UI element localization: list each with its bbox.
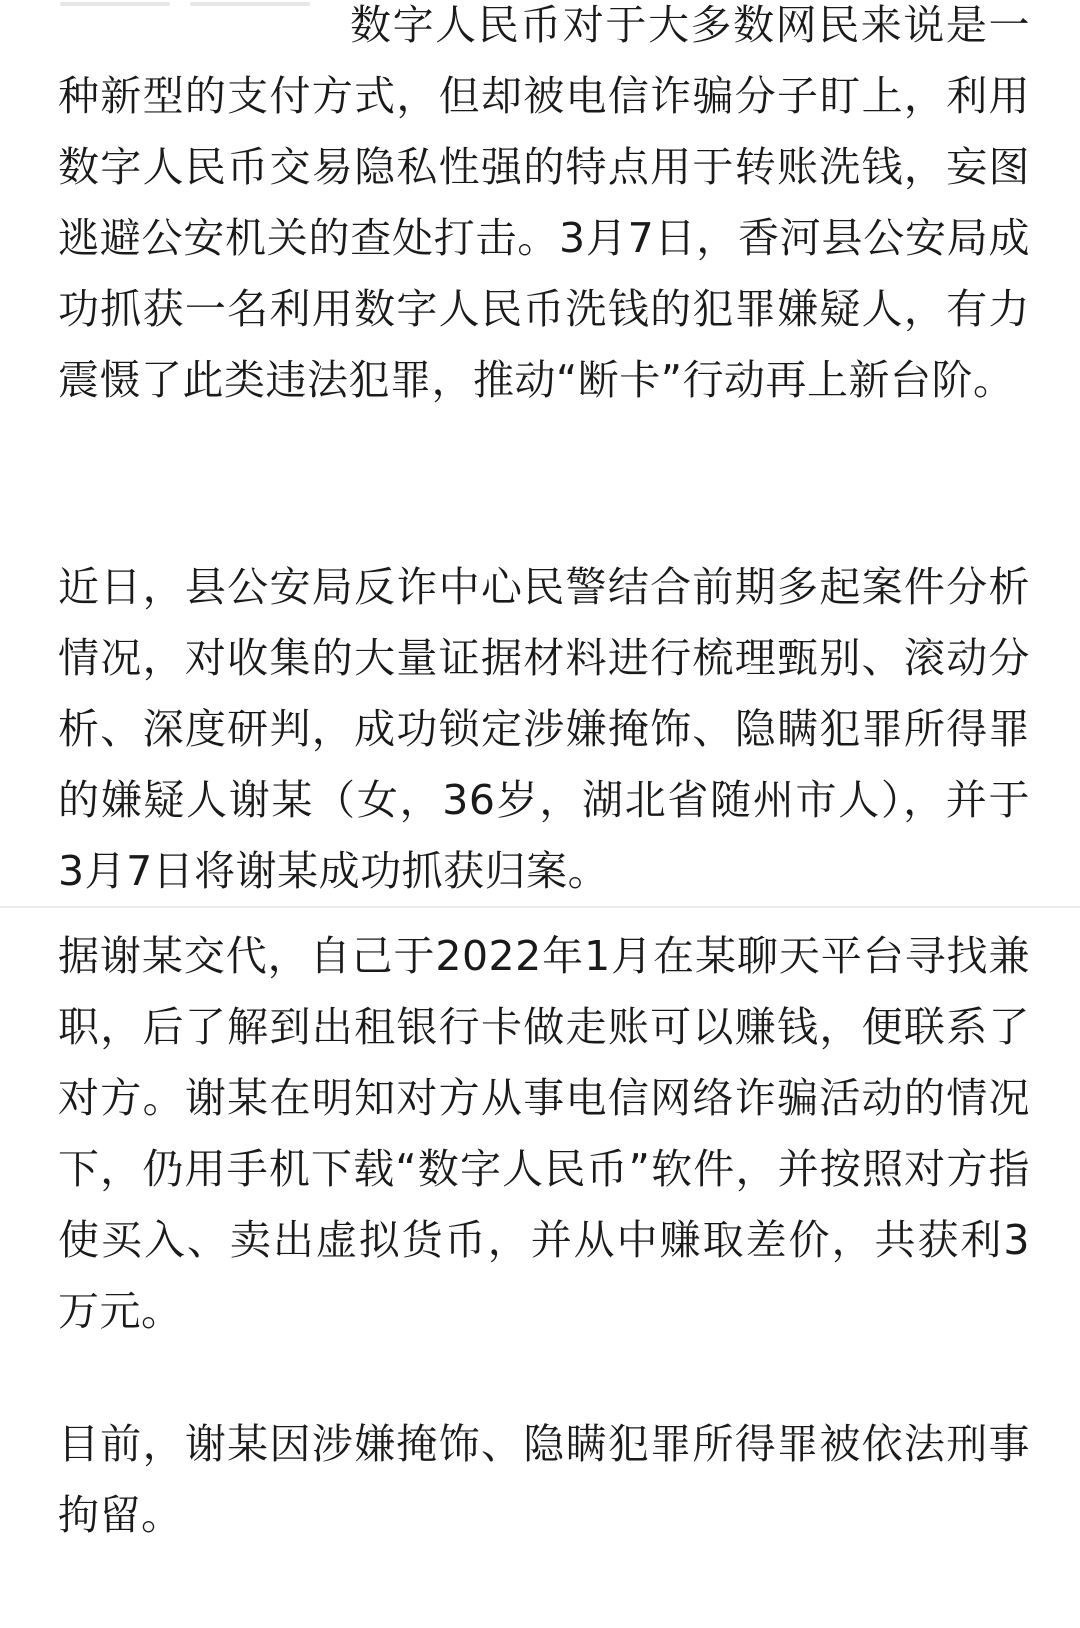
article-paragraph-2: 近日，县公安局反诈中心民警结合前期多起案件分析情况，对收集的大量证据材料进行梳理甄别、滚动分析、深度研判，成功锁定涉嫌掩饰、隐瞒犯罪所得罪的嫌疑人谢某（女，36岁，湖北省随州市人），并于3月7日将谢某成功抓获归案。 — [58, 563, 1030, 895]
article-paragraph-4: 目前，谢某因涉嫌掩饰、隐瞒犯罪所得罪被依法刑事拘留。 — [58, 1420, 1030, 1539]
article-paragraph-3: 据谢某交代，自己于2022年1月在某聊天平台寻找兼职，后了解到出租银行卡做走账可以赚钱，便联系了对方。谢某在明知对方从事电信网络诈骗活动的情况下，仍用手机下载“数字人民币”软件，并按照对方指使买入、卖出虚拟货币，并从中赚取差价，共获利3万元。 — [58, 932, 1030, 1335]
section-divider — [0, 906, 1080, 908]
article-paragraph-1: 数字人民币对于大多数网民来说是一种新型的支付方式，但却被电信诈骗分子盯上，利用数字人民币交易隐私性强的特点用于转账洗钱，妄图逃避公安机关的查处打击。3月7日，香河县公安局成功抓获一名利用数字人民币洗钱的犯罪嫌疑人，有力震慑了此类违法犯罪，推动“断卡”行动再上新台阶。 — [58, 1, 1030, 404]
